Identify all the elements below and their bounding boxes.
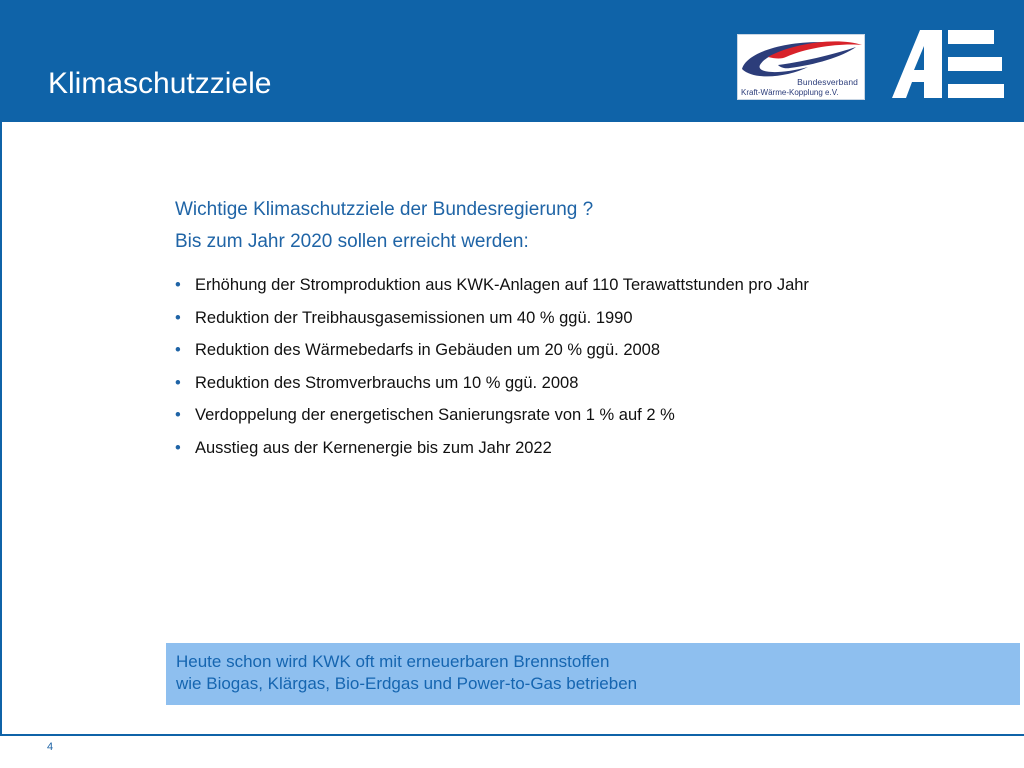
list-item: [175, 274, 905, 297]
bullet-icon: •: [175, 438, 181, 457]
kwk-logo-line2: Kraft-Wärme-Kopplung e.V.: [741, 88, 839, 97]
kwk-logo: [737, 34, 865, 100]
ae-logo-icon: [892, 30, 1004, 100]
bullet-icon: •: [175, 406, 181, 424]
subtitle-question: Wichtige Klimaschutzziele der Bundesregierung ?: [175, 199, 594, 220]
bullet-icon: •: [175, 276, 181, 294]
bullet-icon: •: [175, 308, 181, 327]
callout-box: [166, 643, 1020, 705]
list-item-text: Reduktion des Wärmebedarfs in Gebäuden um 20 % ggü. 2008: [195, 341, 661, 359]
bullet-icon: •: [175, 373, 181, 392]
list-item: [175, 339, 905, 362]
list-item: [175, 404, 905, 427]
bullet-icon: •: [175, 341, 181, 359]
list-item-text: Ausstieg aus der Kernenergie bis zum Jahr 2022: [195, 438, 552, 457]
list-item: [175, 437, 905, 460]
left-border-line: [0, 122, 2, 736]
list-item-text: Reduktion der Treibhausgasemissionen um 40 % ggü. 1990: [195, 308, 633, 327]
slide-header: [0, 0, 1024, 122]
subtitle-intro: Bis zum Jahr 2020 sollen erreicht werden:: [175, 231, 529, 252]
list-item-text: Verdoppelung der energetischen Sanierungsrate von 1 % auf 2 %: [195, 406, 675, 424]
main-content: [175, 194, 935, 469]
footer-divider: [0, 734, 1024, 736]
callout-line-2: wie Biogas, Klärgas, Bio-Erdgas und Power-to-Gas betrieben: [176, 674, 638, 693]
slide-title: Klimaschutzziele: [48, 67, 272, 100]
goals-list: [175, 274, 935, 460]
list-item: [175, 372, 905, 395]
callout-line-1: Heute schon wird KWK oft mit erneuerbaren Brennstoffen: [176, 652, 610, 671]
page-number: 4: [47, 741, 54, 753]
list-item-text: Erhöhung der Stromproduktion aus KWK-Anlagen auf 110 Terawattstunden pro Jahr: [195, 276, 809, 294]
kwk-logo-line1: Bundesverband: [797, 77, 858, 87]
list-item: [175, 307, 905, 330]
list-item-text: Reduktion des Stromverbrauchs um 10 % ggü. 2008: [195, 373, 579, 392]
